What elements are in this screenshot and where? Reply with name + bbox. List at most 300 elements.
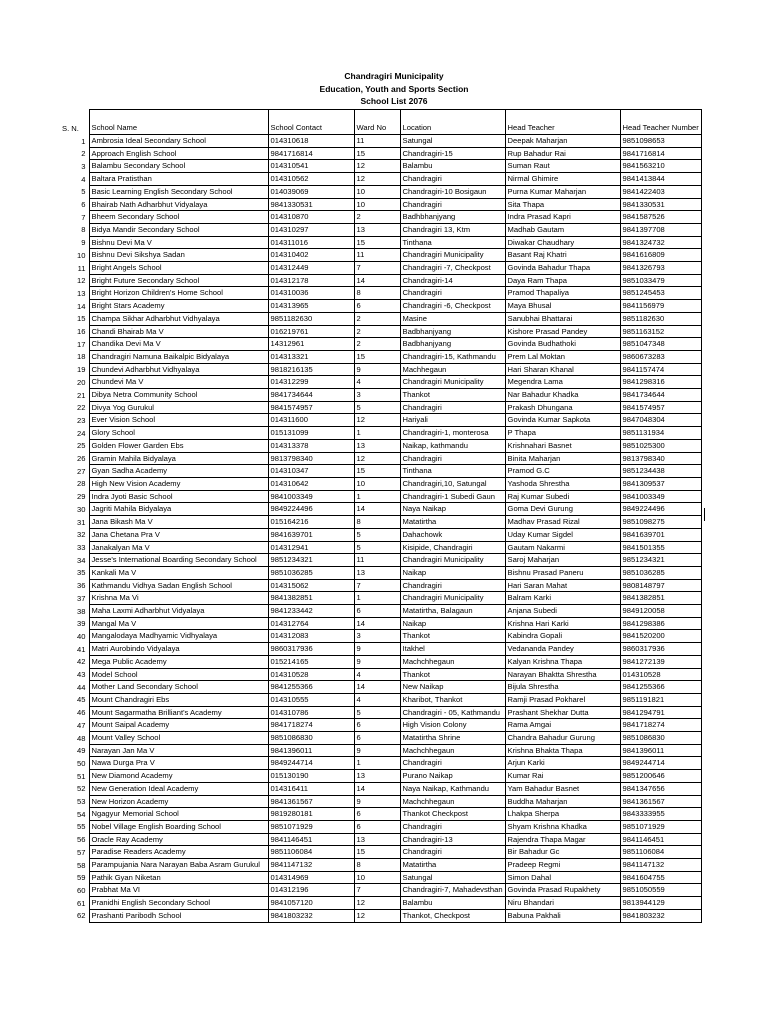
cell-sn: 8 [81, 225, 86, 235]
cell-school-contact: 014310402 [268, 249, 354, 262]
cell-location: Machchhegaun [400, 744, 505, 757]
table-row [60, 617, 701, 630]
cell-school-name: Chundevi Ma V [89, 376, 268, 389]
cell-head-teacher-number: 9841298386 [620, 617, 701, 630]
cell-ward-no: 14 [354, 274, 400, 287]
cell-location: Chandragiri-13 [400, 833, 505, 846]
cell-school-contact: 014312941 [268, 541, 354, 554]
cell-school-contact: 9849244714 [268, 757, 354, 770]
cell-head-teacher-number: 9841604755 [620, 871, 701, 884]
cell-head-teacher: Govinda Kumar Sapkota [505, 414, 620, 427]
table-row [60, 668, 701, 681]
table-row [60, 846, 701, 859]
cell-ward-no: 6 [354, 605, 400, 618]
cell-sn: 34 [77, 555, 86, 565]
cell-sn: 2 [81, 149, 86, 159]
cell-ward-no: 5 [354, 401, 400, 414]
cell-school-contact: 014312083 [268, 630, 354, 643]
cell-sn: 61 [77, 898, 86, 908]
cell-school-name: Chandika Devi Ma V [89, 338, 268, 351]
table-row [60, 605, 701, 618]
cell-school-contact: 9841396011 [268, 744, 354, 757]
cell-sn: 30 [77, 504, 86, 514]
cell-ward-no: 12 [354, 909, 400, 922]
cell-school-name: Approach English School [89, 147, 268, 160]
cell-head-teacher: Narayan Bhaktta Shrestha [505, 668, 620, 681]
cell-ward-no: 13 [354, 223, 400, 236]
cell-location: Naya Naikap, Kathmandu [400, 782, 505, 795]
table-row [60, 325, 701, 338]
table-row [60, 655, 701, 668]
cell-ward-no: 11 [354, 554, 400, 567]
table-row [60, 579, 701, 592]
cell-school-name: Mother Land Secondary School [89, 681, 268, 694]
cell-head-teacher-number: 9841413844 [620, 173, 701, 186]
cell-sn: 52 [77, 784, 86, 794]
cell-school-name: New Generation Ideal Academy [89, 782, 268, 795]
cell-sn: 15 [77, 314, 86, 324]
table-row [60, 808, 701, 821]
cell-ward-no: 15 [354, 846, 400, 859]
cell-head-teacher: Binita Maharjan [505, 452, 620, 465]
cell-head-teacher-number: 9851163152 [620, 325, 701, 338]
cell-location: Chandragiri 13, Ktm [400, 223, 505, 236]
cell-school-name: Janakalyan Ma V [89, 541, 268, 554]
cell-school-name: Indra Jyoti Basic School [89, 490, 268, 503]
cell-location: Matatirtha, Balagaun [400, 605, 505, 618]
cell-ward-no: 1 [354, 490, 400, 503]
cell-head-teacher-number: 9841146451 [620, 833, 701, 846]
cell-location: Satungal [400, 135, 505, 148]
table-row [60, 211, 701, 224]
cell-head-teacher-number: 014310528 [620, 668, 701, 681]
cell-school-contact: 9813798340 [268, 452, 354, 465]
cell-school-name: Pranidhi English Secondary School [89, 897, 268, 910]
cell-head-teacher: Saroj Maharjan [505, 554, 620, 567]
cell-head-teacher: Shyam Krishna Khadka [505, 820, 620, 833]
cell-school-contact: 9841718274 [268, 719, 354, 732]
cell-head-teacher: Niru Bhandari [505, 897, 620, 910]
cell-sn: 41 [77, 644, 86, 654]
cell-school-contact: 9841734644 [268, 389, 354, 402]
table-row [60, 541, 701, 554]
table-row [60, 490, 701, 503]
table-body [60, 135, 701, 923]
cell-school-name: Glory School [89, 427, 268, 440]
cell-sn: 13 [77, 288, 86, 298]
cell-ward-no: 5 [354, 528, 400, 541]
cell-head-teacher-number: 9841309537 [620, 477, 701, 490]
cell-ward-no: 3 [354, 389, 400, 402]
table-row [60, 833, 701, 846]
cell-head-teacher: Pramod Thapaliya [505, 287, 620, 300]
cell-school-contact: 9841255366 [268, 681, 354, 694]
cell-school-name: Jagriti Mahila Bidyalaya [89, 503, 268, 516]
cell-school-name: Bright Future Secondary School [89, 274, 268, 287]
cell-school-contact: 014310528 [268, 668, 354, 681]
cell-head-teacher: Bir Bahadur Gc [505, 846, 620, 859]
cell-sn: 57 [77, 847, 86, 857]
cell-head-teacher: Govinda Prasad Rupakhety [505, 884, 620, 897]
cell-sn: 27 [77, 466, 86, 476]
cell-head-teacher-number: 9841616809 [620, 249, 701, 262]
cell-head-teacher: Purna Kumar Maharjan [505, 185, 620, 198]
table-row [60, 376, 701, 389]
cell-head-teacher: Ramji Prasad Pokharel [505, 693, 620, 706]
cell-location: Chandragiri-1 Subedi Gaun [400, 490, 505, 503]
cell-school-contact: 014312196 [268, 884, 354, 897]
cell-head-teacher-number: 9841396011 [620, 744, 701, 757]
cell-head-teacher-number: 9851098275 [620, 516, 701, 529]
table-row [60, 528, 701, 541]
cell-head-teacher-number: 9851025300 [620, 439, 701, 452]
cell-sn: 31 [77, 517, 86, 527]
cell-sn: 39 [77, 619, 86, 629]
cell-head-teacher-number: 9813944129 [620, 897, 701, 910]
cell-sn: 29 [77, 492, 86, 502]
cell-school-contact: 9851071929 [268, 820, 354, 833]
cell-head-teacher-number: 9851086830 [620, 732, 701, 745]
cell-school-name: Chandragiri Namuna Baikalpic Bidyalaya [89, 350, 268, 363]
cell-location: Tinthana [400, 236, 505, 249]
cell-head-teacher-number: 9841298316 [620, 376, 701, 389]
cell-location: Chandragiri [400, 452, 505, 465]
cell-head-teacher: Yam Bahadur Basnet [505, 782, 620, 795]
cell-ward-no: 7 [354, 262, 400, 275]
cell-school-name: Prabhat Ma VI [89, 884, 268, 897]
cell-location: Chandragiri-15, Kathmandu [400, 350, 505, 363]
cell-school-contact: 015164216 [268, 516, 354, 529]
cell-head-teacher: Babuna Pakhali [505, 909, 620, 922]
cell-location: Masine [400, 312, 505, 325]
cell-head-teacher: Madhav Prasad Rizal [505, 516, 620, 529]
cell-school-contact: 014310297 [268, 223, 354, 236]
cell-location: Naikap [400, 617, 505, 630]
cell-ward-no: 13 [354, 439, 400, 452]
cell-location: Chandragiri [400, 579, 505, 592]
cell-school-name: Gyan Sadha Academy [89, 465, 268, 478]
cell-location: Thankot [400, 668, 505, 681]
col-header-school-contact: School Contact [268, 110, 354, 135]
cell-sn: 26 [77, 454, 86, 464]
table-row [60, 160, 701, 173]
cell-sn: 25 [77, 441, 86, 451]
cell-school-contact: 014312299 [268, 376, 354, 389]
cell-school-contact: 014311600 [268, 414, 354, 427]
cell-location: Kisipide, Chandragiri [400, 541, 505, 554]
cell-sn: 35 [77, 568, 86, 578]
cell-school-name: Model School [89, 668, 268, 681]
cell-sn: 38 [77, 606, 86, 616]
cell-sn: 5 [81, 187, 86, 197]
cell-head-teacher: Govinda Bahadur Thapa [505, 262, 620, 275]
cell-school-contact: 9841574957 [268, 401, 354, 414]
cell-head-teacher-number: 9841361567 [620, 795, 701, 808]
cell-sn: 33 [77, 543, 86, 552]
cell-ward-no: 15 [354, 350, 400, 363]
cell-location: Hariyali [400, 414, 505, 427]
cell-location: Naikap, kathmandu [400, 439, 505, 452]
cell-sn: 55 [77, 822, 86, 832]
cell-head-teacher: Arjun Karki [505, 757, 620, 770]
cell-location: Machchhegaun [400, 795, 505, 808]
cell-school-name: Bright Horizon Children's Home School [89, 287, 268, 300]
cell-head-teacher: Krishna Bhakta Thapa [505, 744, 620, 757]
cell-location: Chandragiri,10, Satungal [400, 477, 505, 490]
cell-location: Badbhanjyang [400, 325, 505, 338]
table-row [60, 249, 701, 262]
table-row [60, 554, 701, 567]
cell-school-name: Oracle Ray Academy [89, 833, 268, 846]
cell-school-contact: 9841057120 [268, 897, 354, 910]
table-row [60, 732, 701, 745]
table-row [60, 262, 701, 275]
cell-head-teacher: Hari Sharan Khanal [505, 363, 620, 376]
cell-location: Chandragiri Municipality [400, 592, 505, 605]
cell-sn: 50 [77, 758, 86, 768]
cell-head-teacher: Deepak Maharjan [505, 135, 620, 148]
table-row [60, 274, 701, 287]
list-title: School List 2076 [360, 96, 428, 106]
cell-sn: 11 [77, 263, 86, 273]
cell-location: New Naikap [400, 681, 505, 694]
table-row [60, 503, 701, 516]
cell-school-name: Narayan Jan Ma V [89, 744, 268, 757]
cell-ward-no: 15 [354, 465, 400, 478]
cell-ward-no: 9 [354, 655, 400, 668]
cell-ward-no: 10 [354, 477, 400, 490]
cell-sn: 21 [77, 390, 86, 400]
cell-school-contact: 015131099 [268, 427, 354, 440]
col-header-location: Location [400, 110, 505, 135]
school-list-table [60, 109, 702, 923]
cell-location: Badbhanjyang [400, 338, 505, 351]
cell-school-name: Krishna Ma Vi [89, 592, 268, 605]
cell-head-teacher: Pradeep Regmi [505, 859, 620, 872]
cell-head-teacher: Yashoda Shrestha [505, 477, 620, 490]
cell-ward-no: 15 [354, 236, 400, 249]
cell-ward-no: 9 [354, 795, 400, 808]
cell-ward-no: 14 [354, 681, 400, 694]
cell-head-teacher: Kumar Rai [505, 770, 620, 783]
cell-head-teacher-number: 9841563210 [620, 160, 701, 173]
table-row [60, 389, 701, 402]
cell-location: Chandragiri-1, monterosa [400, 427, 505, 440]
cell-head-teacher-number: 9851234438 [620, 465, 701, 478]
cell-head-teacher: Gautam Nakarmi [505, 541, 620, 554]
cell-ward-no: 4 [354, 376, 400, 389]
cell-ward-no: 15 [354, 147, 400, 160]
cell-location: Matatirtha [400, 859, 505, 872]
table-row [60, 757, 701, 770]
cell-sn: 47 [77, 720, 86, 730]
cell-head-teacher: Pramod G.C [505, 465, 620, 478]
table-row [60, 439, 701, 452]
cell-location: Thankot [400, 630, 505, 643]
cell-sn: 56 [77, 835, 86, 845]
table-row [60, 884, 701, 897]
cell-ward-no: 1 [354, 427, 400, 440]
cell-school-name: Mega Public Academy [89, 655, 268, 668]
cell-location: Chandragiri-10 Bosigaun [400, 185, 505, 198]
cell-school-name: Nawa Durga Pra V [89, 757, 268, 770]
cell-school-contact: 014313321 [268, 350, 354, 363]
table-row [60, 871, 701, 884]
cell-location: Machchhegaun [400, 655, 505, 668]
cell-head-teacher-number: 9841639701 [620, 528, 701, 541]
table-row [60, 516, 701, 529]
cell-head-teacher-number: 9851234321 [620, 554, 701, 567]
cell-sn: 51 [77, 771, 86, 781]
cell-school-contact: 014316411 [268, 782, 354, 795]
cell-head-teacher-number: 9860317936 [620, 643, 701, 656]
table-row [60, 198, 701, 211]
cell-ward-no: 6 [354, 300, 400, 313]
cell-head-teacher-number: 9860673283 [620, 350, 701, 363]
cell-location: Naikap [400, 566, 505, 579]
cell-head-teacher-number: 9841272139 [620, 655, 701, 668]
cell-head-teacher: Kishore Prasad Pandey [505, 325, 620, 338]
cell-school-name: Kankali Ma V [89, 566, 268, 579]
cell-head-teacher: Sita Thapa [505, 198, 620, 211]
cell-head-teacher-number: 9851245453 [620, 287, 701, 300]
cell-school-name: New Diamond Academy [89, 770, 268, 783]
cell-head-teacher-number: 9841520200 [620, 630, 701, 643]
cell-ward-no: 10 [354, 871, 400, 884]
cell-school-contact: 015130190 [268, 770, 354, 783]
table-header-row [60, 110, 701, 135]
cell-head-teacher: Rajendra Thapa Magar [505, 833, 620, 846]
cell-head-teacher-number: 9841003349 [620, 490, 701, 503]
cell-school-contact: 9851106084 [268, 846, 354, 859]
cell-location: Chandragiri -6, Checkpost [400, 300, 505, 313]
cell-head-teacher-number: 9841574957 [620, 401, 701, 414]
cell-ward-no: 5 [354, 706, 400, 719]
cell-head-teacher: Daya Ram Thapa [505, 274, 620, 287]
cell-head-teacher: Krishna Hari Karki [505, 617, 620, 630]
cell-sn: 37 [77, 593, 86, 603]
document-header [0, 70, 768, 108]
table-row [60, 223, 701, 236]
cell-school-name: Bishnu Devi Ma V [89, 236, 268, 249]
cell-sn: 59 [77, 873, 86, 883]
cell-head-teacher-number: 9841347656 [620, 782, 701, 795]
cell-head-teacher: Megendra Lama [505, 376, 620, 389]
cell-location: Thankot [400, 389, 505, 402]
cell-school-contact: 9841639701 [268, 528, 354, 541]
cell-school-contact: 016219761 [268, 325, 354, 338]
cell-location: Thankot, Checkpost [400, 909, 505, 922]
cell-location: Chandragiri [400, 287, 505, 300]
cell-school-name: Mount Chandragiri Ebs [89, 693, 268, 706]
cell-school-name: New Horizon Academy [89, 795, 268, 808]
cell-school-contact: 014312178 [268, 274, 354, 287]
cell-head-teacher-number: 9841587526 [620, 211, 701, 224]
cell-ward-no: 11 [354, 249, 400, 262]
cell-school-contact: 015214165 [268, 655, 354, 668]
cell-sn: 62 [77, 911, 86, 921]
cell-head-teacher: Anjana Subedi [505, 605, 620, 618]
cell-school-contact: 014314969 [268, 871, 354, 884]
cell-ward-no: 13 [354, 566, 400, 579]
cell-head-teacher-number: 9808148797 [620, 579, 701, 592]
cell-head-teacher: Raj Kumar Subedi [505, 490, 620, 503]
cell-school-name: Mount Saipal Academy [89, 719, 268, 732]
cell-school-name: Ever Vision School [89, 414, 268, 427]
cell-school-contact: 9851036285 [268, 566, 354, 579]
cell-ward-no: 8 [354, 287, 400, 300]
cell-head-teacher-number: 9847048304 [620, 414, 701, 427]
cell-ward-no: 1 [354, 592, 400, 605]
cell-school-name: Parampujania Nara Narayan Baba Asram Gurukul [89, 859, 268, 872]
cell-location: Itakhel [400, 643, 505, 656]
table-row [60, 592, 701, 605]
cell-sn: 20 [77, 377, 86, 387]
cell-head-teacher: Madhab Gautam [505, 223, 620, 236]
cell-school-name: Bright Stars Academy [89, 300, 268, 313]
cell-head-teacher-number: 9851047348 [620, 338, 701, 351]
table-row [60, 173, 701, 186]
cell-head-teacher: Vedananda Pandey [505, 643, 620, 656]
table-row [60, 312, 701, 325]
cell-location: Matatirtha Shrine [400, 732, 505, 745]
cell-head-teacher: Krishnahari Basnet [505, 439, 620, 452]
cell-ward-no: 11 [354, 135, 400, 148]
cell-ward-no: 3 [354, 630, 400, 643]
cell-school-name: Bhairab Nath Adharbhut Vidyalaya [89, 198, 268, 211]
cell-head-teacher: Bishnu Prasad Paneru [505, 566, 620, 579]
cell-school-name: Ambrosia Ideal Secondary School [89, 135, 268, 148]
cell-head-teacher-number: 9851191821 [620, 693, 701, 706]
cell-school-name: Nobel Village English Boarding School [89, 820, 268, 833]
cell-school-contact: 014310541 [268, 160, 354, 173]
table-row [60, 185, 701, 198]
cell-school-contact: 9851086830 [268, 732, 354, 745]
cell-school-name: Divya Yog Gurukul [89, 401, 268, 414]
cell-school-name: Ngagyur Memorial School [89, 808, 268, 821]
cell-head-teacher: Suman Raut [505, 160, 620, 173]
cell-school-name: Jesse's International Boarding Secondary School [89, 554, 268, 567]
cell-head-teacher-number: 9841157474 [620, 363, 701, 376]
cell-head-teacher-number: 9841255366 [620, 681, 701, 694]
cell-ward-no: 5 [354, 541, 400, 554]
cell-location: Naya Naikap [400, 503, 505, 516]
cell-head-teacher: Nar Bahadur Khadka [505, 389, 620, 402]
cell-head-teacher-number: 9851033479 [620, 274, 701, 287]
cell-ward-no: 10 [354, 185, 400, 198]
cell-ward-no: 2 [354, 211, 400, 224]
cell-head-teacher-number: 9851050559 [620, 884, 701, 897]
cell-location: Chandragiri - 05, Kathmandu [400, 706, 505, 719]
cell-ward-no: 6 [354, 732, 400, 745]
cell-head-teacher-number: 9841716814 [620, 147, 701, 160]
cell-location: Satungal [400, 871, 505, 884]
cell-head-teacher-number: 9843333955 [620, 808, 701, 821]
section-title: Education, Youth and Sports Section [319, 83, 469, 94]
cell-sn: 28 [77, 479, 86, 489]
cell-head-teacher-number: 9851036285 [620, 566, 701, 579]
cell-school-contact: 014313378 [268, 439, 354, 452]
cell-head-teacher-number: 9841422403 [620, 185, 701, 198]
cell-ward-no: 7 [354, 579, 400, 592]
cell-ward-no: 6 [354, 820, 400, 833]
table-row [60, 782, 701, 795]
cell-sn: 42 [77, 657, 86, 667]
cell-ward-no: 13 [354, 833, 400, 846]
cell-ward-no: 13 [354, 770, 400, 783]
cell-school-name: Champa Sikhar Adharbhut Vidhyalaya [89, 312, 268, 325]
cell-school-name: Mangal Ma V [89, 617, 268, 630]
